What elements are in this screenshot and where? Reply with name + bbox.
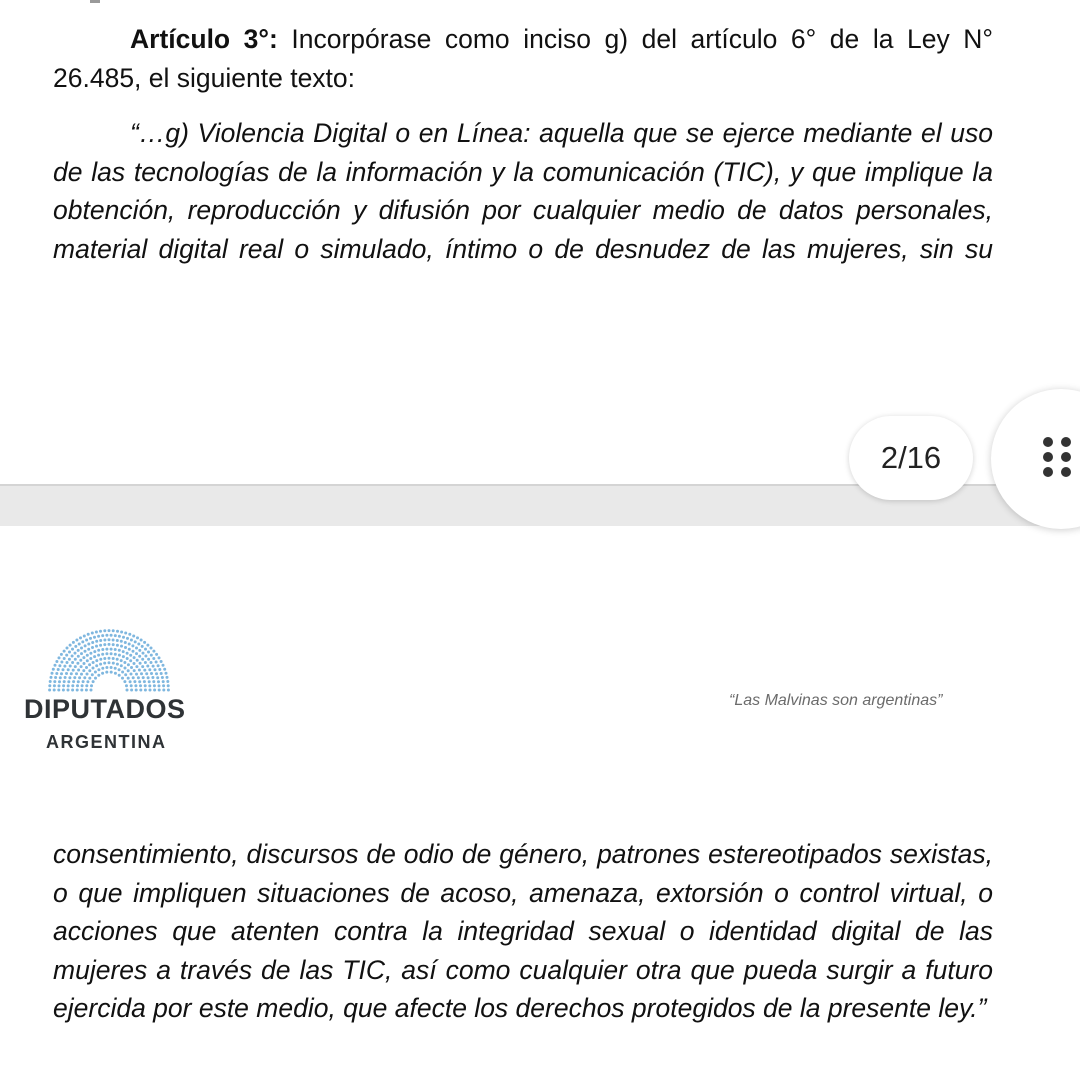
logo-subtitle: ARGENTINA xyxy=(46,732,167,752)
quote-paragraph-continued: consentimiento, discursos de odio de género, patrones estereotipados sexistas, o que impliquen situaciones de acoso, amenaza, extorsión o control virtual, o acciones que atenten contra la integridad sexual o identidad digital de las mujeres a través de las TIC, así como cualquier otra que pueda surgir a futuro ejercida por este medio, que afecte los derechos protegidos de la presente ley.” xyxy=(53,839,993,1023)
article-text: Incorpórase como inciso g) del artículo 6° de la Ley N° 26.485, el siguiente texto: xyxy=(53,24,993,93)
article-heading: Artículo 3°: xyxy=(130,24,278,54)
grid-dots-icon xyxy=(1043,437,1073,477)
quote-paragraph-start: “…g) Violencia Digital o en Línea: aquella que se ejerce mediante el uso de las tecnologías de la información y la comunicación (TIC), y que implique la obtención, reproducción y difusión por cualquier medio de datos personales, material digital real o simulado, íntimo o de desnudez de las mujeres, sin su xyxy=(53,118,993,264)
page-indicator: 2/16 xyxy=(849,416,973,500)
page-1 xyxy=(0,0,1080,484)
congress-hemicycle-icon xyxy=(20,620,210,692)
logo-name: DIPUTADOS xyxy=(24,694,186,724)
diputados-logo xyxy=(20,620,210,760)
header-motto: “Las Malvinas son argentinas” xyxy=(729,692,943,709)
page-edge-mark xyxy=(90,0,100,3)
article-paragraph xyxy=(53,20,993,97)
